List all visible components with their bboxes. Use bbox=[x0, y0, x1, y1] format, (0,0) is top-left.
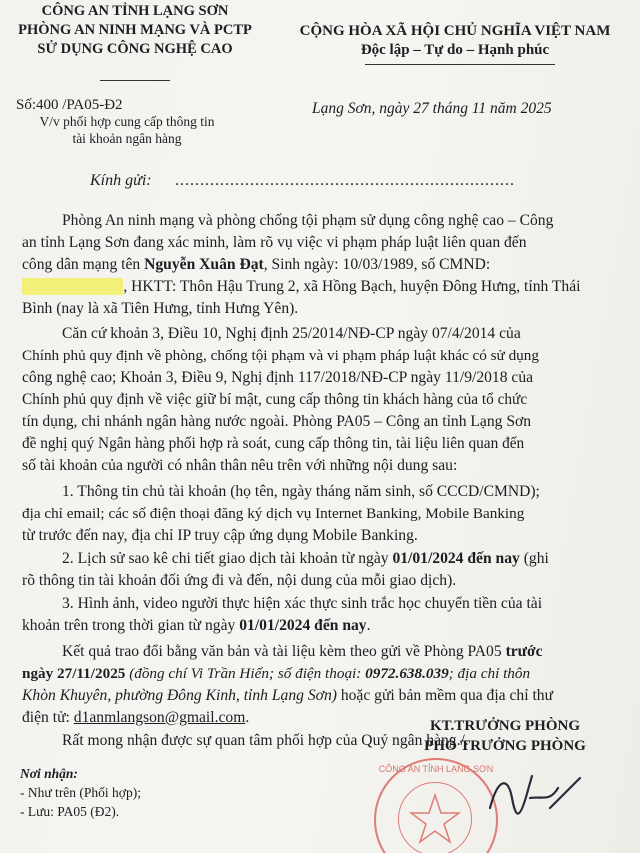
recipient-item: - Lưu: PA05 (Đ2). bbox=[20, 804, 120, 819]
body-line: , HKTT: Thôn Hậu Trung 2, xã Hồng Bạch, huyện Đông Hưng, tỉnh Thái bbox=[22, 276, 632, 298]
signer-title-2: PHÓ TRƯỞNG PHÒNG bbox=[424, 738, 586, 754]
body-line: ngày 27/11/2025 (đồng chí Vi Trần Hiến; số điện thoại: 0972.638.039; địa chỉ thôn bbox=[22, 665, 531, 682]
body-line: Chính phủ quy định về việc giữ bí mật, cung cấp thông tin khách hàng của tổ chức bbox=[22, 391, 528, 408]
request-item-1: 1. Thông tin chủ tài khoản (họ tên, ngày tháng năm sinh, số CCCD/CMND); bbox=[62, 483, 540, 500]
stamp-text: CÔNG AN TỈNH LẠNG SƠN bbox=[378, 764, 494, 774]
recipient-item: - Như trên (Phối hợp); bbox=[20, 785, 141, 800]
body-line: địa chỉ email; các số điện thoại đăng ký dịch vụ Internet Banking, Mobile Banking bbox=[22, 505, 525, 522]
body-line: từ trước đến nay, địa chỉ IP truy cập ứng dụng Mobile Banking. bbox=[22, 527, 418, 544]
redacted-id-number bbox=[22, 278, 123, 295]
signer-title-1: KT.TRƯỞNG PHÒNG bbox=[430, 718, 580, 734]
body-line: rõ thông tin tài khoản đối ứng đi và đến, nội dung của mỗi giao dịch). bbox=[22, 572, 457, 589]
body-line: điện tử: d1anmlangson@gmail.com. bbox=[22, 709, 250, 726]
body-line: Chính phủ quy định về phòng, chống tội phạm và vi phạm pháp luật khác có sử dụng bbox=[22, 347, 539, 364]
handwritten-signature-icon bbox=[480, 768, 590, 828]
body-line: khoản trên trong thời gian từ ngày 01/01/2024 đến nay. bbox=[22, 617, 371, 634]
body-line: công nghệ cao; Khoản 3, Điều 9, Nghị định 117/2018/NĐ-CP ngày 11/9/2018 của bbox=[22, 369, 534, 386]
subject-name: Nguyễn Xuân Đạt bbox=[144, 256, 264, 273]
request-item-3: 3. Hình ảnh, video người thực hiện xác thực sinh trắc học chuyển tiền của tài bbox=[62, 595, 543, 612]
body-line: Phòng An ninh mạng và phòng chống tội phạm sử dụng công nghệ cao – Công bbox=[62, 212, 554, 229]
body-line: Khòn Khuyên, phường Đông Kinh, tỉnh Lạng Sơn) hoặc gửi bản mềm qua địa chỉ thư bbox=[22, 687, 554, 704]
national-heading bbox=[270, 22, 640, 60]
national-motto: Độc lập – Tự do – Hạnh phúc bbox=[360, 42, 550, 58]
recipients-label: Nơi nhận: bbox=[20, 766, 78, 781]
closing-line: Rất mong nhận được sự quan tâm phối hợp của Quý ngân hàng./. bbox=[62, 732, 469, 749]
greeting-label: Kính gửi: bbox=[90, 172, 152, 189]
document-subject bbox=[22, 113, 232, 147]
subject-line-2: tài khoản ngân hàng bbox=[72, 131, 182, 146]
body-line: số tài khoản của người có nhân thân nêu trên với những nội dung sau: bbox=[22, 457, 458, 474]
issuing-agency bbox=[0, 2, 270, 59]
recipients-block bbox=[20, 764, 141, 821]
star-emblem-icon bbox=[399, 783, 471, 853]
body-line: Bình (nay là xã Tiên Hưng, tỉnh Hưng Yên). bbox=[22, 300, 299, 317]
agency-line-3: SỬ DỤNG CÔNG NGHỆ CAO bbox=[37, 41, 233, 57]
body-line: tín dụng, chi nhánh ngân hàng nước ngoài. Phòng PA05 – Công an tỉnh Lạng Sơn bbox=[22, 413, 532, 430]
agency-underline bbox=[100, 80, 170, 81]
stamp-inner-ring bbox=[398, 782, 472, 853]
body-line: đề nghị quý Ngân hàng phối hợp rà soát, cung cấp thông tin, tài liệu liên quan đến bbox=[22, 435, 525, 452]
body-line: công dân mạng tên Nguyễn Xuân Đạt, Sinh ngày: 10/03/1989, số CMND: bbox=[22, 256, 491, 273]
contact-email-link[interactable]: d1anmlangson@gmail.com bbox=[73, 709, 246, 726]
request-item-2: 2. Lịch sử sao kê chi tiết giao dịch tài khoản từ ngày 01/01/2024 đến nay (ghi bbox=[62, 550, 549, 567]
agency-line-1: CÔNG AN TỈNH LẠNG SƠN bbox=[41, 3, 229, 19]
place-and-date: Lạng Sơn, ngày 27 tháng 11 năm 2025 bbox=[312, 100, 552, 117]
contact-phone: 0972.638.039 bbox=[365, 665, 449, 682]
greeting-recipient-blank: .................................................................... bbox=[175, 172, 515, 189]
document-number: Số:400 /PA05-Đ2 bbox=[16, 97, 123, 113]
body-line: Căn cứ khoản 3, Điều 10, Nghị định 25/2014/NĐ-CP ngày 07/4/2014 của bbox=[62, 325, 521, 342]
agency-line-2: PHÒNG AN NINH MẠNG VÀ PCTP bbox=[18, 22, 252, 38]
body-line: an tỉnh Lạng Sơn đang xác minh, làm rõ vụ việc vi phạm pháp luật liên quan đến bbox=[22, 234, 527, 251]
signature-title bbox=[370, 716, 640, 756]
motto-underline bbox=[365, 64, 555, 65]
national-title: CỘNG HÒA XÃ HỘI CHỦ NGHĨA VIỆT NAM bbox=[299, 23, 611, 39]
response-instructions: Kết quả trao đổi bằng văn bản và tài liệu kèm theo gửi về Phòng PA05 trước bbox=[62, 643, 543, 660]
subject-line-1: V/v phối hợp cung cấp thông tin bbox=[39, 114, 215, 129]
